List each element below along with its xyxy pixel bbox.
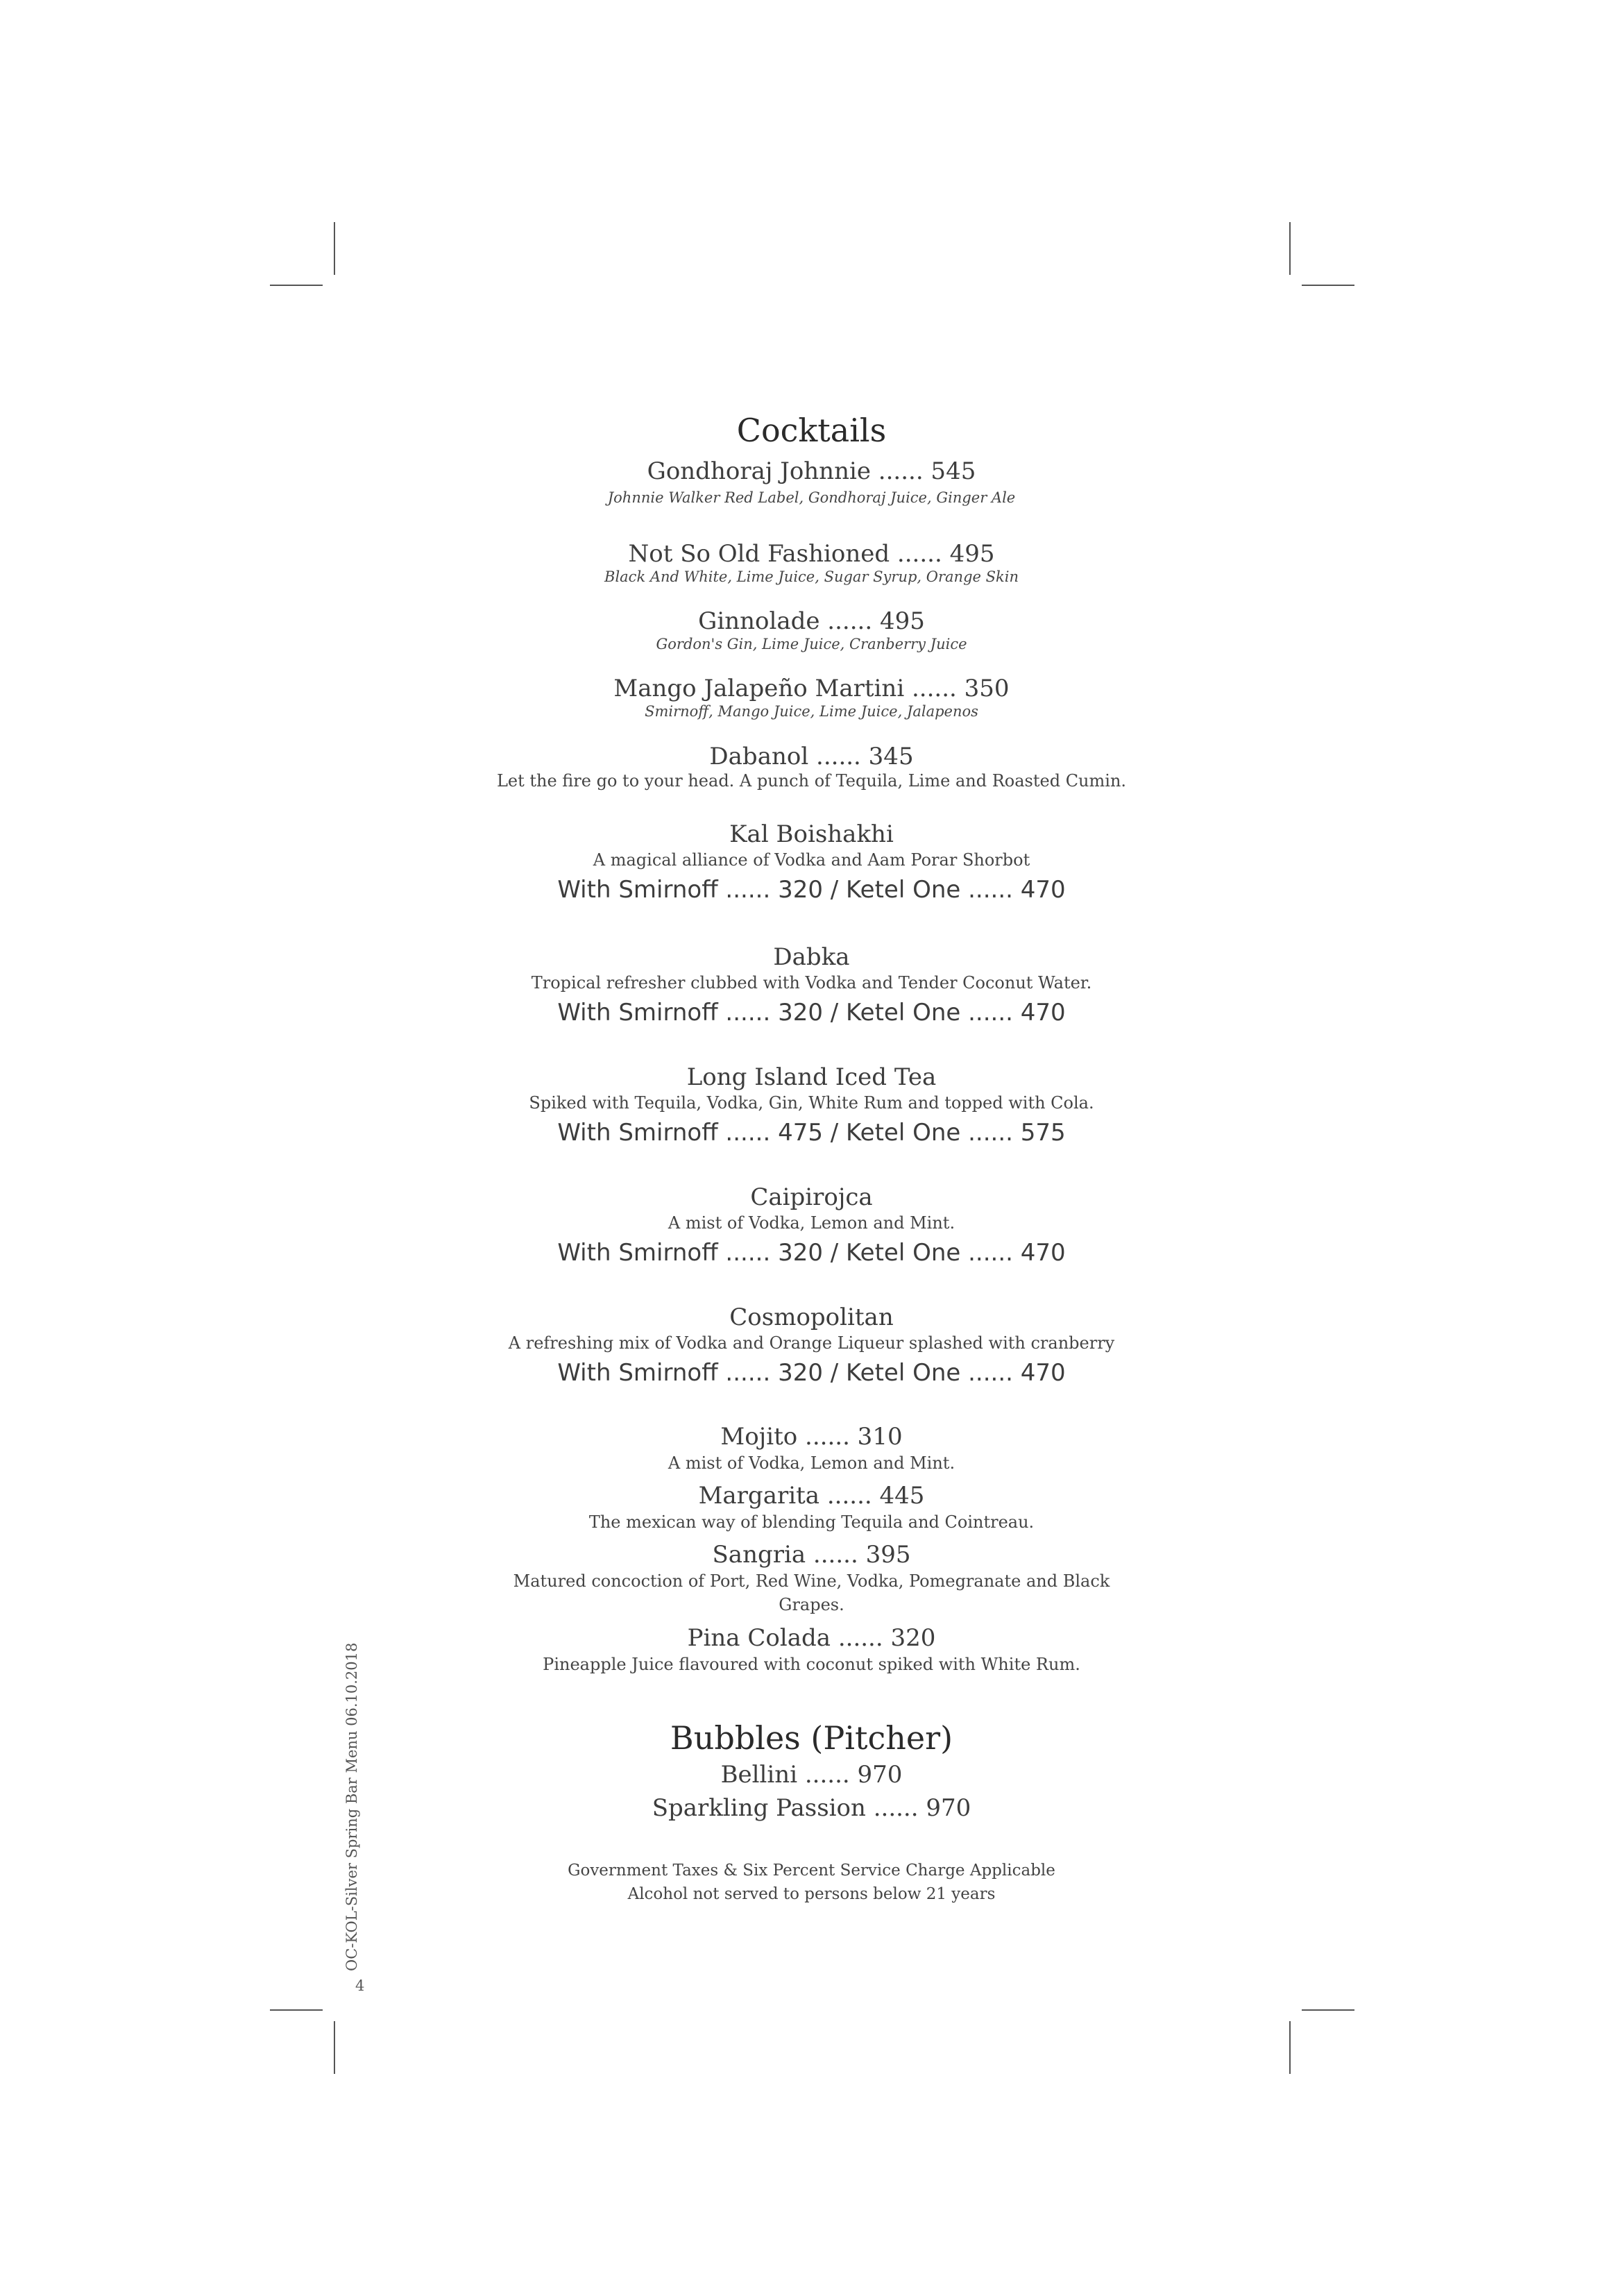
menu-item-price: With Smirnoff ...... 320 / Ketel One ...... 470 (557, 1239, 1066, 1267)
menu-item-name: Mojito ...... 310 (720, 1423, 903, 1451)
menu-item-name: Dabanol ...... 345 (709, 743, 914, 770)
menu-item-name: Pina Colada ...... 320 (687, 1624, 936, 1652)
menu-item-name: Kal Boishakhi (729, 820, 894, 848)
menu-item-description: A magical alliance of Vodka and Aam Porar Shorbot (593, 850, 1030, 870)
menu-item-name: Not So Old Fashioned ...... 495 (628, 540, 995, 568)
menu-item-ingredients: Black And White, Lime Juice, Sugar Syrup, Orange Skin (604, 568, 1019, 585)
menu-item-ingredients: Gordon's Gin, Lime Juice, Cranberry Juice (656, 636, 967, 652)
menu-item-description: Pineapple Juice flavoured with coconut spiked with White Rum. (543, 1655, 1080, 1674)
section-title-bubbles: Bubbles (Pitcher) (670, 1719, 953, 1757)
menu-item-description: Let the fire go to your head. A punch of Tequila, Lime and Roasted Cumin. (496, 771, 1127, 791)
menu-item-name: Gondhoraj Johnnie ...... 545 (647, 457, 976, 485)
menu-item-description: Tropical refresher clubbed with Vodka and Tender Coconut Water. (531, 973, 1092, 993)
menu-item-name: Dabka (773, 943, 850, 971)
menu-item-name: Mango Jalapeño Martini ...... 350 (613, 675, 1010, 702)
menu-item-price: With Smirnoff ...... 320 / Ketel One ...... 470 (557, 1359, 1066, 1387)
menu-item-price: With Smirnoff ...... 475 / Ketel One ...... 575 (557, 1119, 1066, 1147)
menu-item-description: A mist of Vodka, Lemon and Mint. (668, 1453, 955, 1473)
menu-item-name: Margarita ...... 445 (698, 1482, 925, 1510)
menu-item-description: Spiked with Tequila, Vodka, Gin, White Rum and topped with Cola. (529, 1093, 1094, 1113)
footer-tax-note: Government Taxes & Six Percent Service Charge Applicable (568, 1862, 1055, 1880)
document-reference: OC-KOL-Silver Spring Bar Menu 06.10.2018 (343, 1642, 360, 1971)
footer-age-note: Alcohol not served to persons below 21 years (627, 1885, 996, 1903)
page-number: 4 (355, 1977, 365, 1994)
menu-item-name: Sparkling Passion ...... 970 (652, 1794, 971, 1822)
menu-item-price: With Smirnoff ...... 320 / Ketel One ...... 470 (557, 876, 1066, 904)
menu-item-description: The mexican way of blending Tequila and Cointreau. (588, 1512, 1035, 1532)
section-title-cocktails: Cocktails (736, 412, 887, 449)
menu-item-description: Grapes. (779, 1595, 844, 1614)
menu-item-name: Cosmopolitan (729, 1303, 894, 1331)
menu-item-description: A refreshing mix of Vodka and Orange Liqueur splashed with cranberry (508, 1333, 1115, 1353)
menu-item-ingredients: Smirnoff, Mango Juice, Lime Juice, Jalapenos (645, 703, 978, 720)
menu-item-name: Bellini ...... 970 (720, 1761, 903, 1789)
menu-item-description: Matured concoction of Port, Red Wine, Vodka, Pomegranate and Black (513, 1571, 1110, 1591)
menu-item-name: Long Island Iced Tea (686, 1063, 937, 1091)
menu-item-name: Caipirojca (750, 1183, 873, 1211)
menu-item-ingredients: Johnnie Walker Red Label, Gondhoraj Juice, Ginger Ale (607, 489, 1016, 506)
menu-item-name: Ginnolade ...... 495 (698, 607, 925, 635)
menu-item-name: Sangria ...... 395 (712, 1541, 911, 1569)
menu-item-description: A mist of Vodka, Lemon and Mint. (668, 1213, 955, 1233)
menu-item-price: With Smirnoff ...... 320 / Ketel One ...... 470 (557, 999, 1066, 1027)
